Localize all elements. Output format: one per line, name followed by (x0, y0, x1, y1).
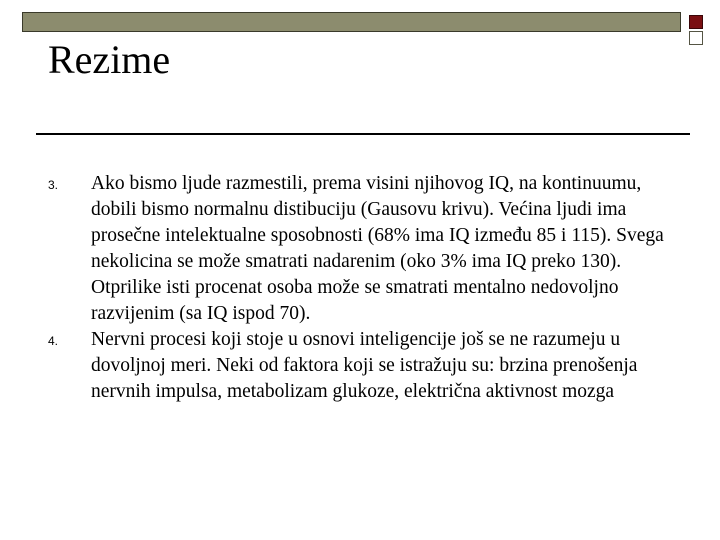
decorative-outline-square (689, 31, 703, 45)
list-item (0, 171, 681, 327)
list-item-text: Ako bismo ljude razmestili, prema visini njihovog IQ, na kontinuumu, dobili bismo normalnu distibuciju (Gausovu krivu). Većina ljudi ima prosečne intelektualne sposobnosti (68% ima IQ između 85 i 115). Svega nekolicina se može smatrati nadarenim (oko 3% ima IQ preko 130). Otprilike isti procenat osoba može se smatrati mentalno nedovoljno razvijenim (sa IQ ispod 70). (91, 173, 664, 324)
list-item-number: 4. (48, 334, 59, 348)
slide-title: Rezime (48, 37, 171, 82)
numbered-list (0, 171, 720, 405)
list-item-number: 3. (48, 178, 59, 192)
list-item (0, 327, 681, 405)
decorative-top-bar (22, 12, 681, 32)
list-item-text: Nervni procesi koji stoje u osnovi inteligencije još se ne razumeju u dovoljnoj meri. Neki od faktora koji se istražuju su: brzina prenošenja nervnih impulsa, metabolizam glukoze, električna aktivnost mozga (91, 329, 638, 402)
title-divider (36, 133, 690, 135)
decorative-solid-square (689, 15, 703, 29)
